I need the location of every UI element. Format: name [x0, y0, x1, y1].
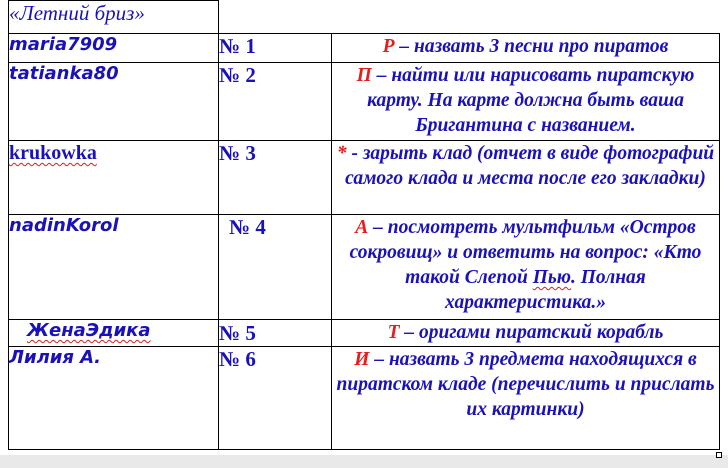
task-text: – назвать 3 песни про пиратов — [394, 36, 669, 57]
participant-nick: maria7909 — [9, 34, 219, 63]
table-row — [9, 141, 720, 215]
table-row — [9, 320, 720, 347]
task-description — [332, 215, 720, 320]
task-number: № 3 — [219, 141, 332, 215]
task-description — [332, 320, 720, 347]
resize-handle[interactable] — [716, 452, 722, 458]
bottom-strip — [0, 455, 728, 468]
task-text: – найти или нарисовать пиратскую карту. На карте должна быть ваша Бригантина с названием. — [367, 65, 695, 136]
task-text: - зарыть клад (отчет в виде фотографий самого клада и места после его закладки) — [345, 143, 715, 189]
task-letter: Т — [387, 322, 400, 343]
participant-nick: nadinKorol — [9, 215, 219, 320]
task-text: – оригами пиратский корабль — [399, 322, 664, 343]
task-letter: * — [336, 143, 347, 164]
empty-header-cell — [219, 1, 720, 34]
task-number: № 1 — [219, 34, 332, 63]
task-description — [332, 347, 720, 450]
table-row — [9, 34, 720, 63]
nick-text: ЖенаЭдика — [27, 320, 151, 341]
task-letter: Р — [382, 36, 395, 57]
task-number: № 4 — [219, 215, 332, 320]
task-number: № 2 — [219, 63, 332, 141]
participant-nick — [9, 320, 219, 347]
task-text-highlight: Пью — [532, 267, 572, 288]
task-description — [332, 141, 720, 215]
task-letter: И — [354, 349, 370, 370]
task-description — [332, 63, 720, 141]
participant-nick — [9, 141, 219, 215]
table-row — [9, 347, 720, 450]
task-text: – назвать 3 предмета находящихся в пиратском кладе (перечислить и прислать их картинки) — [336, 349, 715, 420]
task-text: – посмотреть мультфильм «Остров сокровищ» и ответить на вопрос: «Кто такой Слепой — [349, 217, 702, 288]
nick-text: krukowka — [9, 142, 97, 164]
table-header-row — [9, 1, 720, 34]
task-table — [8, 0, 720, 450]
table-row — [9, 63, 720, 141]
task-number: № 6 — [219, 347, 332, 450]
task-letter: А — [355, 217, 369, 238]
table-title: «Летний бриз» — [9, 1, 219, 34]
participant-nick: tatianka80 — [9, 63, 219, 141]
task-description — [332, 34, 720, 63]
task-letter: П — [356, 65, 372, 86]
task-number: № 5 — [219, 320, 332, 347]
participant-nick: Лилия А. — [9, 347, 219, 450]
task-text-end: . Полная характеристика.» — [445, 267, 646, 313]
table-row — [9, 215, 720, 320]
